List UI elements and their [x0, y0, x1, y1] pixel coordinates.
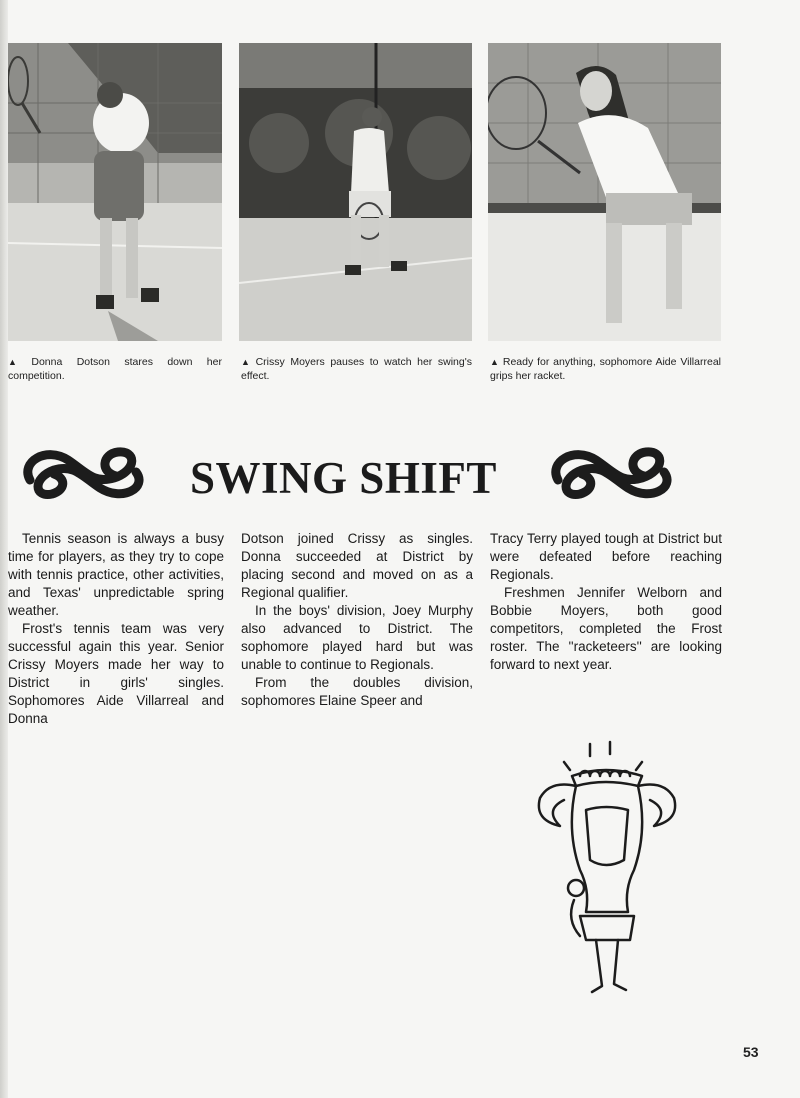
article-paragraph: Tennis season is always a busy time for players, as they try to cope with tennis practice, other activities, and Texas' unpredictable spring weather.	[8, 531, 224, 618]
article-column-3	[490, 530, 722, 674]
scroll-ornament-right-icon	[544, 442, 680, 504]
article-column-1	[8, 530, 224, 728]
triangle-icon: ▲	[8, 357, 29, 367]
caption-text: Donna Dotson stares down her competition.	[8, 356, 222, 382]
trophy-cartoon-icon	[530, 740, 690, 1000]
page-number: 53	[743, 1044, 759, 1060]
photo-crissy-moyers	[239, 43, 472, 341]
article-paragraph: Dotson joined Crissy as singles. Donna succeeded at District by placing second and moved on as a Regional qualifier.	[241, 531, 473, 600]
photo-caption-2	[241, 355, 472, 383]
scroll-ornament-left-icon	[16, 442, 152, 504]
triangle-icon: ▲	[241, 357, 253, 367]
article-column-2	[241, 530, 473, 710]
article-paragraph: From the doubles division, sophomores Elaine Speer and	[241, 675, 473, 708]
photo-caption-3	[490, 355, 721, 383]
article-paragraph: Tracy Terry played tough at District but were defeated before reaching Regionals.	[490, 531, 722, 582]
page-binding-edge	[0, 0, 8, 1098]
triangle-icon: ▲	[490, 357, 500, 367]
article-paragraph: Freshmen Jennifer Welborn and Bobbie Moyers, both good competitors, completed the Frost roster. The ''racketeers'' are looking forward to next year.	[490, 585, 722, 672]
caption-text: Crissy Moyers pauses to watch her swing's effect.	[241, 356, 472, 382]
page-headline: SWING SHIFT	[190, 453, 497, 503]
article-paragraph: In the boys' division, Joey Murphy also advanced to District. The sophomore played hard but was unable to continue to Regionals.	[241, 603, 473, 672]
article-paragraph: Frost's tennis team was very successful again this year. Senior Crissy Moyers made her way to District in girls' singles. Sophomores Aide Villarreal and Donna	[8, 621, 224, 726]
caption-text: Ready for anything, sophomore Aide Villarreal grips her racket.	[490, 356, 721, 382]
photo-aide-villarreal	[488, 43, 721, 341]
photo-caption-1	[8, 355, 222, 383]
photo-donna-dotson	[8, 43, 222, 341]
